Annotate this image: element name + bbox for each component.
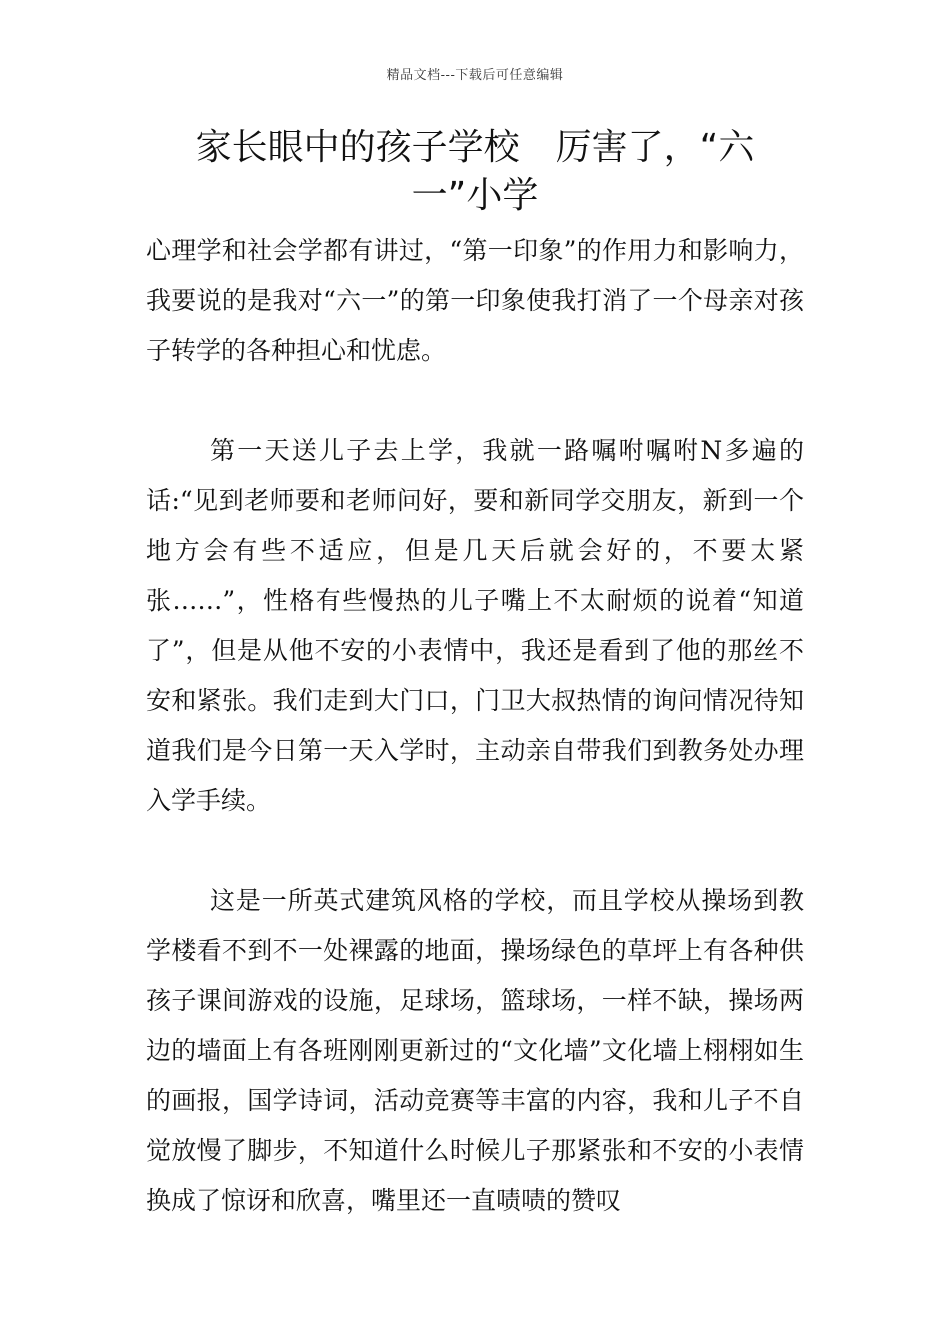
paragraph-1: 心理学和社会学都有讲过，“第一印象”的作用力和影响力，我要说的是我对“六一”的第一印象使我打消了一个母亲对孩子转学的各种担心和忧虑。 [146,236,804,365]
title-line-1: 家长眼中的孩子学校 厉害了，“六 [195,127,755,168]
paragraph-2: 第一天送儿子去上学，我就一路嘱咐嘱咐N多遍的话:“见到老师要和老师问好，要和新同学交朋友，新到一个地方会有些不适应，但是几天后就会好的，不要太紧张……”，性格有些慢热的儿子嘴上不太耐烦的说着“知道了”，但是从他不安的小表情中，我还是看到了他的那丝不安和紧张。我们走到大门口，门卫大叔热情的询问情况待知道我们是今日第一天入学时，主动亲自带我们到教务处办理入学手续。 [146,436,804,815]
paragraph-3: 这是一所英式建筑风格的学校，而且学校从操场到教学楼看不到不一处裸露的地面，操场绿色的草坪上有各种供孩子课间游戏的设施，足球场，篮球场，一样不缺，操场两边的墙面上有各班刚刚更新过的“文化墙”文化墙上栩栩如生的画报，国学诗词，活动竞赛等丰富的内容，我和儿子不自觉放慢了脚步，不知道什么时候儿子那紧张和不安的小表情换成了惊讶和欣喜，嘴里还一直啧啧的赞叹 [146,886,804,1215]
document-title [150,124,800,220]
document-body [146,226,804,1226]
page-header-note: 精品文档---下载后可任意编辑 [386,68,564,83]
title-line-2: 一”小学 [411,175,539,216]
